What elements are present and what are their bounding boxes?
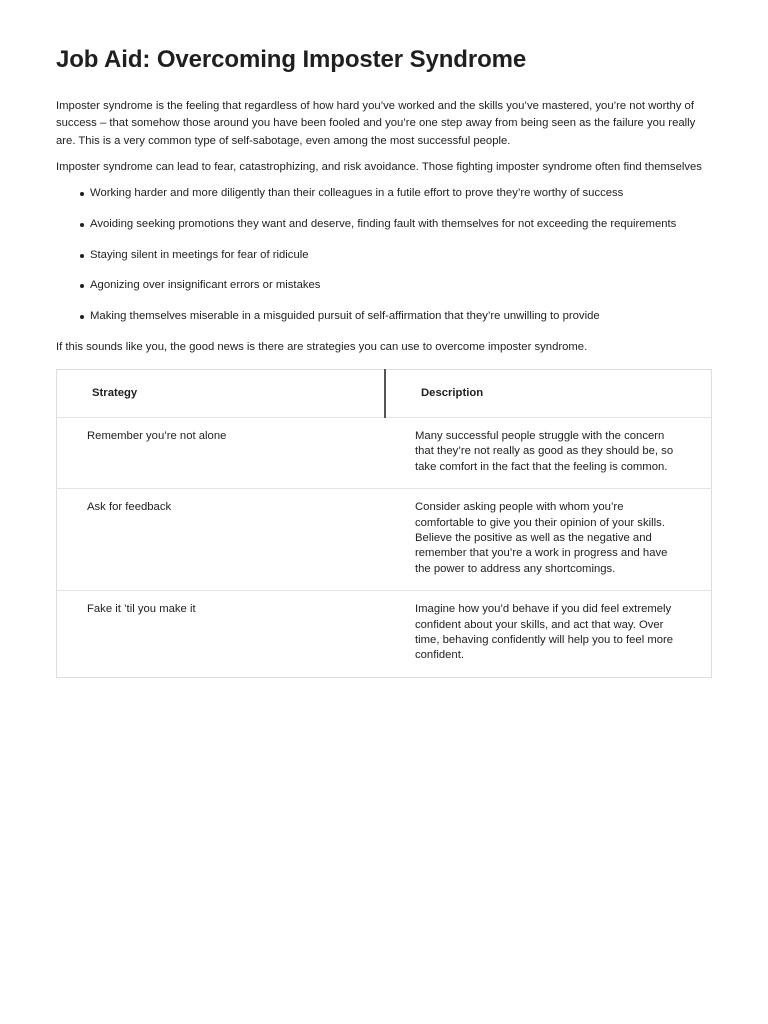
intro-paragraph-definition: Imposter syndrome is the feeling that regardless of how hard you’ve worked and the skills you’ve mastered, you’re not worthy of success – that somehow those around you have been fooled and you’re one step away from being seen as the failure you really are. This is a very common type of self-sabotage, even among the most successful people.: [56, 100, 696, 147]
table-row: [57, 489, 712, 591]
symptom-list: [56, 185, 712, 325]
page-title: Job Aid: Overcoming Imposter Syndrome: [56, 46, 527, 73]
description-cell: Consider asking people with whom you’re comfortable to give you their opinion of your skills. Believe the positive as well as the negative and remember that you’re a work in progress and have the power to address any shortcomings.: [385, 489, 712, 591]
table-row: [57, 591, 712, 678]
strategy-cell: Fake it ’til you make it: [57, 591, 386, 678]
strategy-cell: Remember you’re not alone: [57, 417, 386, 488]
strategy-table: [56, 369, 712, 678]
intro-paragraph-effects: Imposter syndrome can lead to fear, catastrophizing, and risk avoidance. Those fighting imposter syndrome often find themselves: [56, 160, 702, 173]
column-header-strategy[interactable]: Strategy: [57, 369, 386, 417]
table-header-row: [57, 369, 712, 417]
column-header-description[interactable]: Description: [421, 386, 484, 399]
list-item: Avoiding seeking promotions they want and deserve, finding fault with themselves for not exceeding the requirements: [90, 216, 712, 233]
list-item: Staying silent in meetings for fear of ridicule: [90, 247, 712, 264]
list-item: Making themselves miserable in a misguided pursuit of self-affirmation that they’re unwilling to provide: [90, 308, 712, 325]
description-cell: Many successful people struggle with the concern that they’re not really as good as they should be, so take comfort in the fact that the feeling is common.: [385, 417, 712, 488]
description-cell: Imagine how you’d behave if you did feel extremely confident about your skills, and act that way. Over time, behaving confidently will help you to feel more confident.: [385, 591, 712, 678]
list-item: Agonizing over insignificant errors or mistakes: [90, 277, 712, 294]
table-row: [57, 417, 712, 488]
closing-paragraph: If this sounds like you, the good news is there are strategies you can use to overcome imposter syndrome.: [56, 340, 588, 353]
strategy-cell: Ask for feedback: [57, 489, 386, 591]
list-item: Working harder and more diligently than their colleagues in a futile effort to prove they’re worthy of success: [90, 185, 712, 202]
